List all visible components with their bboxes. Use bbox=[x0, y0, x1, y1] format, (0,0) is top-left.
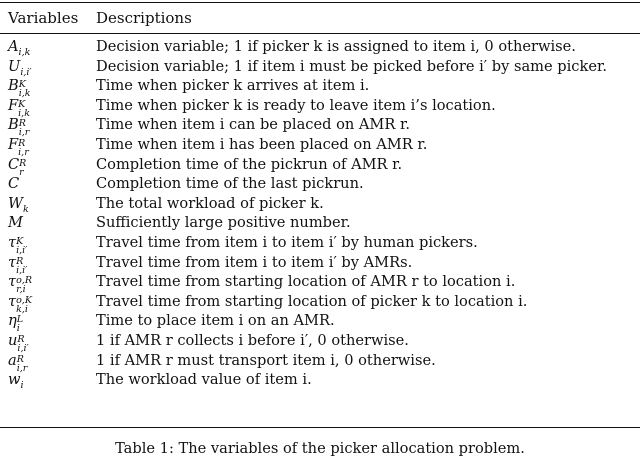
symbol: M bbox=[8, 214, 23, 232]
table-body bbox=[0, 37, 640, 390]
symbol: u R i,i′ bbox=[8, 331, 29, 354]
description: Time when item i can be placed on AMR r. bbox=[96, 116, 411, 134]
symbol: $w_i$ bbox=[8, 371, 24, 392]
symbol: η L i bbox=[8, 312, 24, 335]
description: Decision variable; 1 if picker k is assigned to item i, 0 otherwise. bbox=[96, 38, 576, 55]
symbol: τ K i,i′ bbox=[8, 233, 28, 256]
description: Time when picker k arrives at item i. bbox=[96, 77, 370, 95]
description: Time when item i has been placed on AMR r. bbox=[96, 135, 428, 153]
description: The total workload of picker k. bbox=[96, 194, 324, 212]
table-top-rule bbox=[0, 2, 640, 3]
symbol: $U_{i,i'}$ bbox=[8, 57, 32, 78]
table-row bbox=[0, 233, 640, 256]
table-bottom-rule bbox=[0, 427, 640, 428]
symbol: $A_{i,k}$ bbox=[8, 38, 31, 58]
description: Time to place item i on an AMR. bbox=[96, 312, 335, 330]
table-row bbox=[0, 37, 640, 57]
symbol: F K i,k bbox=[8, 96, 30, 119]
table-row bbox=[0, 311, 640, 335]
description: Sufficiently large positive number. bbox=[96, 214, 351, 232]
table-caption: Table 1: The variables of the picker allocation problem. bbox=[115, 440, 525, 457]
table-row bbox=[0, 194, 640, 214]
symbol: $W_k$ bbox=[8, 194, 29, 215]
table-row bbox=[0, 272, 640, 296]
table-header-rule bbox=[0, 33, 640, 34]
description: The workload value of item i. bbox=[96, 371, 312, 389]
symbol: F R i,r bbox=[8, 135, 29, 158]
table-row bbox=[0, 57, 640, 77]
symbol: τ o,K k,i bbox=[8, 292, 32, 315]
symbol: B K i,k bbox=[8, 77, 31, 100]
symbol: τ R i,i′ bbox=[8, 253, 28, 276]
table-row bbox=[0, 76, 640, 100]
symbol: C R r bbox=[8, 155, 27, 178]
table-row bbox=[0, 135, 640, 158]
table-row bbox=[0, 351, 640, 374]
table-row bbox=[0, 155, 640, 178]
description: Completion time of the last pickrun. bbox=[96, 175, 364, 193]
table-row bbox=[0, 174, 640, 194]
symbol: B R i,r bbox=[8, 116, 30, 139]
description: Travel time from item i to item i′ by human pickers. bbox=[96, 233, 478, 251]
description: Travel time from starting location of picker k to location i. bbox=[96, 292, 528, 310]
description: 1 if AMR r must transport item i, 0 otherwise. bbox=[96, 351, 436, 369]
table-row bbox=[0, 115, 640, 139]
table-row bbox=[0, 331, 640, 354]
description: 1 if AMR r collects i before i′, 0 otherwise. bbox=[96, 331, 409, 349]
symbol: a R i,r bbox=[8, 351, 28, 374]
description: Completion time of the pickrun of AMR r. bbox=[96, 155, 403, 173]
description: Travel time from starting location of AMR r to location i. bbox=[96, 273, 516, 291]
table-row bbox=[0, 213, 640, 233]
table-row bbox=[0, 370, 640, 390]
table-row bbox=[0, 253, 640, 276]
description: Time when picker k is ready to leave item i’s location. bbox=[96, 96, 496, 114]
symbol: τ o,R r,i bbox=[8, 273, 32, 296]
header-descriptions: Descriptions bbox=[96, 9, 192, 27]
description: Travel time from item i to item i′ by AMRs. bbox=[96, 253, 413, 271]
description: Decision variable; 1 if item i must be picked before i′ by same picker. bbox=[96, 57, 607, 75]
symbol: C bbox=[8, 175, 20, 193]
header-variables: Variables bbox=[8, 9, 79, 27]
table-row bbox=[0, 96, 640, 119]
table-row bbox=[0, 292, 640, 315]
